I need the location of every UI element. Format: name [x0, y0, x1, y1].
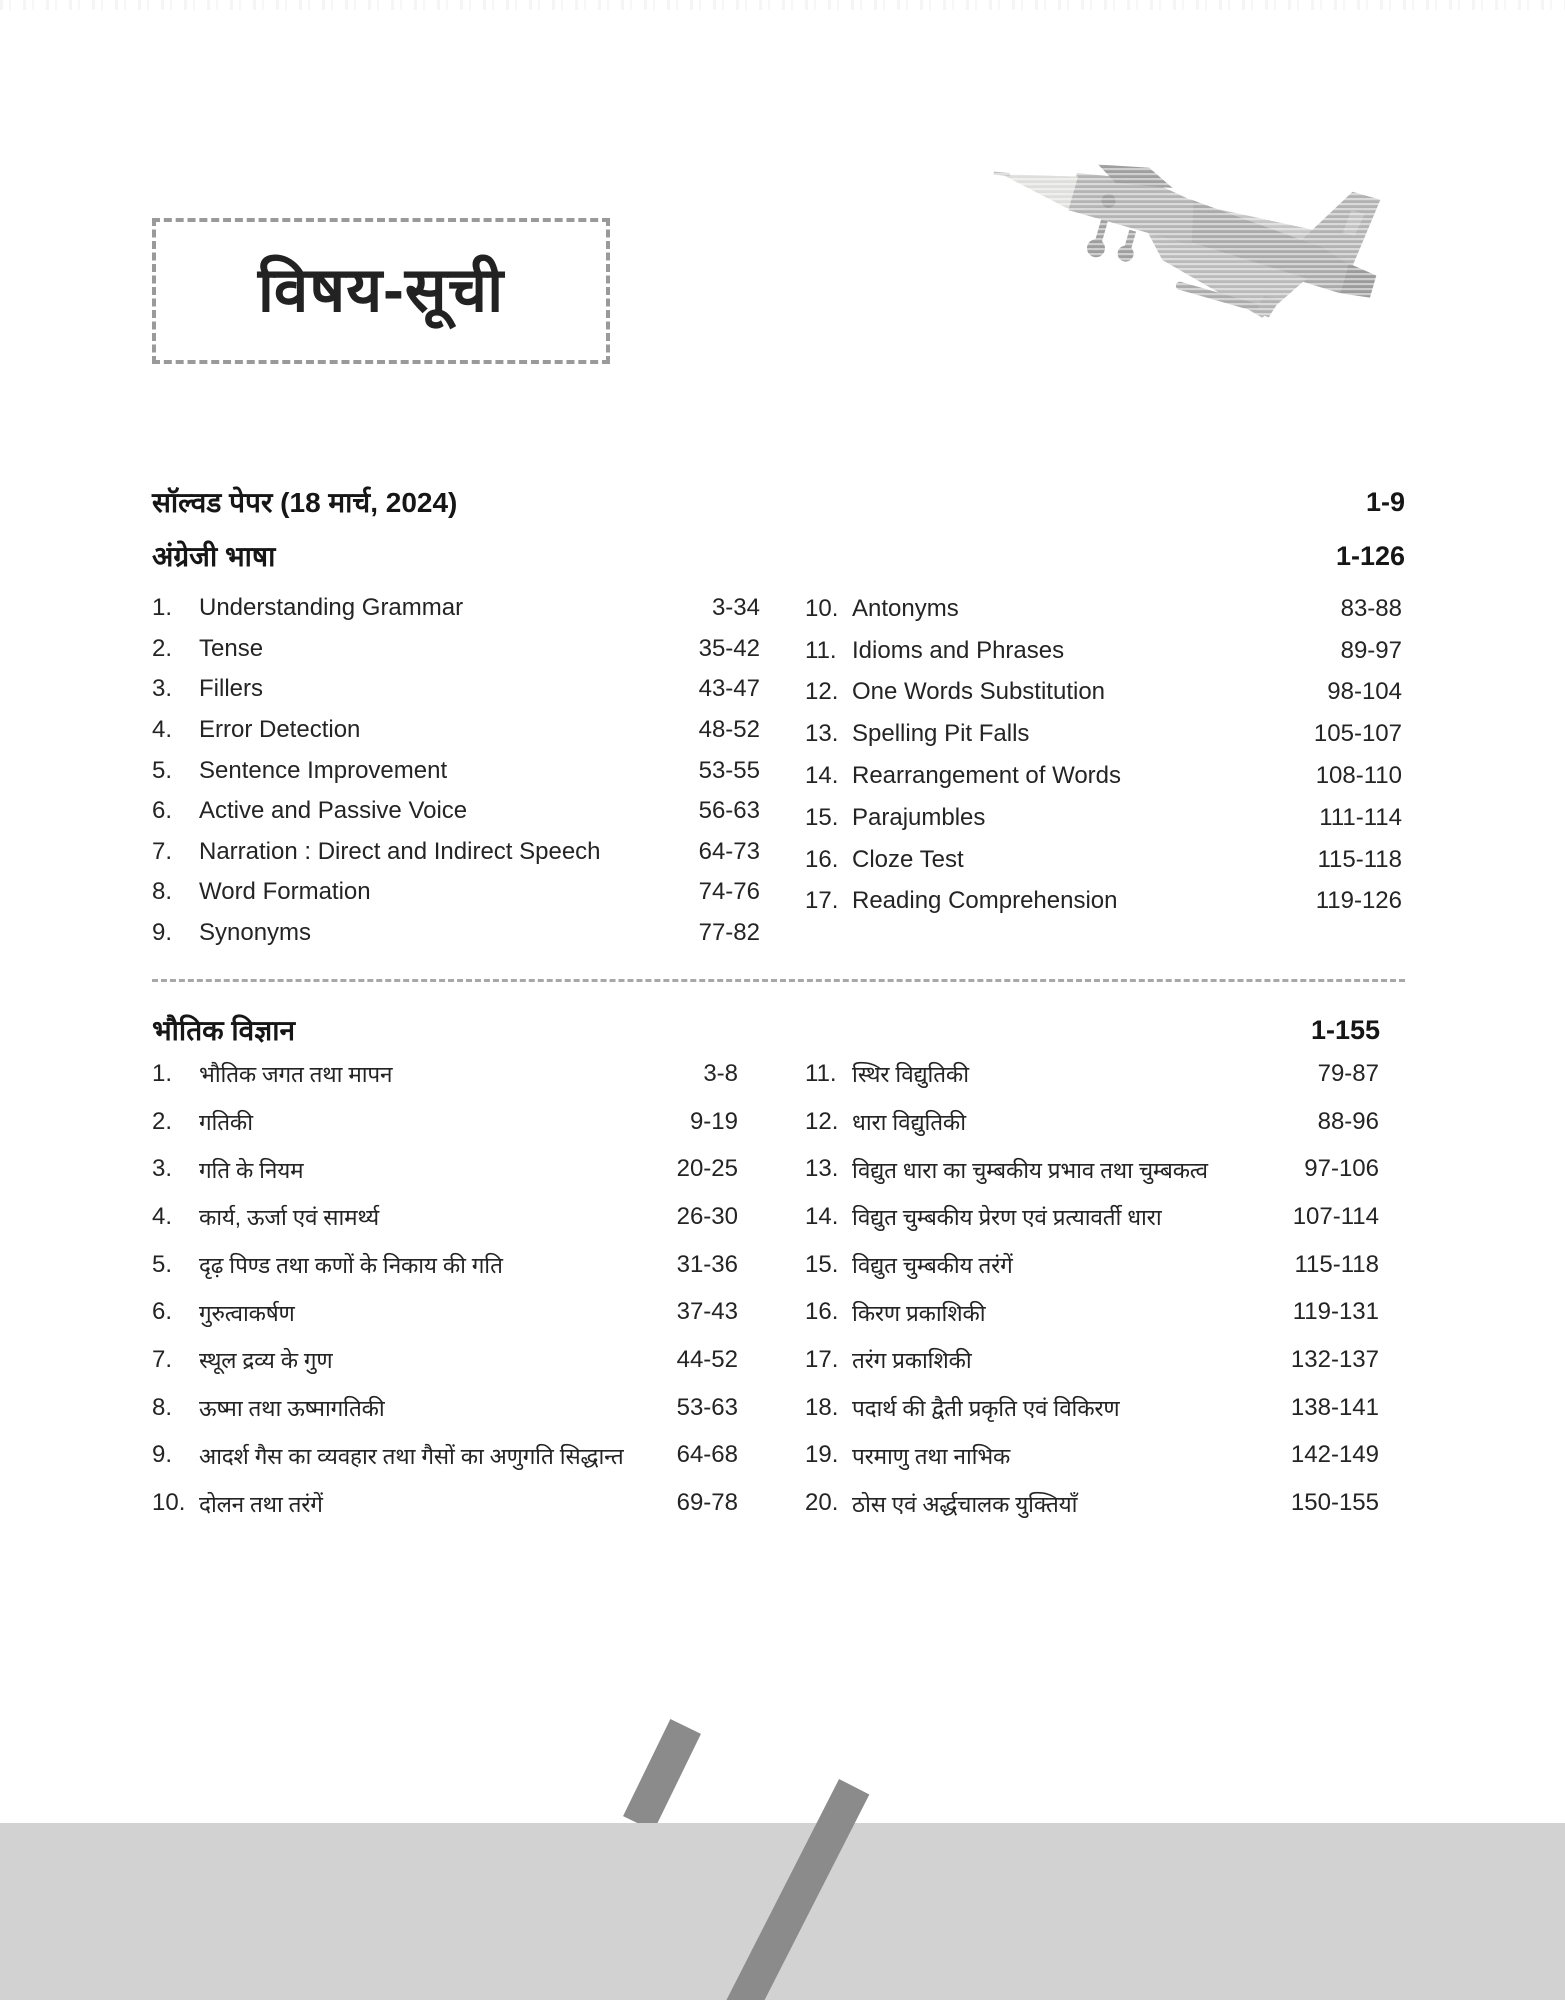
toc-row-number: 1. — [152, 594, 173, 622]
toc-row-label: Synonyms — [199, 919, 312, 947]
toc-row — [805, 1384, 1379, 1432]
toc-row-pages: 3-8 — [703, 1059, 738, 1087]
toc-row — [152, 1288, 738, 1336]
toc-row-number: 5. — [152, 1250, 173, 1278]
toc-row-number: 13. — [805, 720, 839, 748]
toc-row-number: 7. — [152, 837, 173, 865]
toc-row-number: 2. — [152, 634, 173, 662]
toc-row — [152, 1241, 738, 1289]
section-name-physics: भौतिक विज्ञान — [152, 1015, 295, 1046]
toc-row-number: 4. — [152, 1202, 173, 1230]
toc-row — [805, 1241, 1379, 1289]
toc-row-pages: 97-106 — [1304, 1155, 1379, 1183]
section-header-physics — [152, 1009, 1405, 1051]
toc-row-number: 17. — [805, 887, 839, 915]
toc-row-number: 16. — [805, 1298, 839, 1326]
toc-row-number: 9. — [152, 919, 173, 947]
toc-row-number: 17. — [805, 1345, 839, 1373]
toc-row-label: Cloze Test — [852, 845, 964, 873]
toc-row-label: Active and Passive Voice — [199, 797, 468, 825]
toc-row-pages: 108-110 — [1315, 762, 1402, 790]
toc-row-number: 8. — [152, 1393, 173, 1421]
toc-row-pages: 119-131 — [1292, 1298, 1379, 1326]
toc-row-pages: 37-43 — [676, 1298, 738, 1326]
toc-row — [152, 588, 760, 629]
toc-row-pages: 56-63 — [698, 797, 760, 825]
toc-row — [805, 1050, 1379, 1098]
toc-row-pages: 142-149 — [1290, 1441, 1379, 1469]
english-toc-right-column — [805, 588, 1402, 922]
toc-row — [152, 1098, 738, 1146]
toc-row-pages: 20-25 — [676, 1155, 738, 1183]
scan-noise-strip — [0, 0, 1565, 10]
toc-row-pages: 88-96 — [1317, 1107, 1379, 1135]
toc-row-label: One Words Substitution — [852, 678, 1106, 706]
section-header-english — [152, 535, 1405, 577]
toc-row-label: कार्य, ऊर्जा एवं सामर्थ्य — [199, 1205, 379, 1231]
toc-row — [805, 713, 1402, 755]
toc-row-pages: 26-30 — [676, 1202, 738, 1230]
page-title: विषय-सूची — [257, 256, 505, 325]
toc-row — [805, 881, 1402, 923]
toc-row — [152, 629, 760, 670]
toc-row-label: दृढ़ पिण्ड तथा कणों के निकाय की गति — [199, 1253, 503, 1279]
toc-row — [805, 839, 1402, 881]
toc-row-pages: 48-52 — [698, 716, 760, 744]
toc-row-label: विद्युत चुम्बकीय तरंगें — [852, 1253, 1013, 1279]
section-pages-english: 1-126 — [1335, 540, 1405, 571]
toc-row — [152, 791, 760, 832]
toc-row — [805, 1193, 1379, 1241]
toc-row-label: Tense — [199, 634, 264, 662]
toc-row-label: Idioms and Phrases — [852, 636, 1065, 664]
fighter-jet-image — [985, 128, 1410, 373]
toc-row-number: 12. — [805, 1107, 839, 1135]
toc-row-label: किरण प्रकाशिकी — [852, 1300, 986, 1326]
toc-row-pages: 35-42 — [698, 634, 760, 662]
toc-row-pages: 138-141 — [1290, 1393, 1379, 1421]
toc-row-pages: 64-73 — [698, 837, 760, 865]
toc-row-label: Understanding Grammar — [199, 594, 464, 622]
toc-row — [152, 1193, 738, 1241]
toc-row — [152, 832, 760, 873]
toc-row — [805, 1145, 1379, 1193]
toc-row-number: 15. — [805, 1250, 839, 1278]
toc-row — [805, 1336, 1379, 1384]
toc-row — [152, 669, 760, 710]
toc-row-label: तरंग प्रकाशिकी — [852, 1348, 972, 1374]
toc-row-pages: 107-114 — [1292, 1202, 1379, 1230]
toc-row — [152, 1145, 738, 1193]
toc-row-label: विद्युत धारा का चुम्बकीय प्रभाव तथा चुम्बकत्व — [852, 1157, 1208, 1183]
toc-row-number: 14. — [805, 762, 839, 790]
toc-row-pages: 115-118 — [1294, 1250, 1379, 1278]
solved-paper-pages: 1-9 — [1365, 486, 1405, 517]
toc-row-label: स्थूल द्रव्य के गुण — [199, 1348, 333, 1374]
toc-row-label: दोलन तथा तरंगें — [199, 1491, 323, 1517]
toc-row-label: Rearrangement of Words — [852, 762, 1122, 790]
toc-row-pages: 79-87 — [1317, 1059, 1379, 1087]
section-divider — [152, 979, 1405, 982]
toc-row-number: 11. — [805, 636, 837, 664]
toc-row-label: Fillers — [199, 675, 263, 703]
solved-paper-label: सॉल्वड पेपर (18 मार्च, 2024) — [152, 487, 458, 518]
toc-row-number: 9. — [152, 1441, 173, 1469]
toc-row — [152, 1050, 738, 1098]
toc-row — [805, 588, 1402, 630]
toc-row — [152, 1432, 738, 1480]
toc-row — [805, 1432, 1379, 1480]
toc-row-label: Narration : Direct and Indirect Speech — [199, 837, 601, 865]
toc-row-label: गतिकी — [199, 1110, 253, 1136]
toc-row — [152, 1336, 738, 1384]
toc-row-pages: 83-88 — [1340, 594, 1402, 622]
toc-row-number: 18. — [805, 1393, 839, 1421]
toc-row — [805, 1098, 1379, 1146]
toc-row — [805, 1288, 1379, 1336]
toc-row-number: 13. — [805, 1155, 839, 1183]
toc-row-pages: 3-34 — [711, 594, 760, 622]
toc-row — [152, 1479, 738, 1527]
toc-row-pages: 44-52 — [676, 1345, 738, 1373]
toc-row-label: स्थिर विद्युतिकी — [852, 1062, 969, 1088]
toc-row-label: Spelling Pit Falls — [852, 720, 1030, 748]
toc-row-number: 10. — [152, 1489, 186, 1517]
toc-row-number: 7. — [152, 1345, 173, 1373]
toc-row-number: 19. — [805, 1441, 839, 1469]
toc-row-pages: 9-19 — [689, 1107, 738, 1135]
section-name-english: अंग्रेजी भाषा — [152, 541, 276, 572]
toc-row-pages: 115-118 — [1317, 845, 1402, 873]
toc-row-label: भौतिक जगत तथा मापन — [199, 1062, 393, 1088]
toc-row — [152, 872, 760, 913]
toc-row-label: Sentence Improvement — [199, 756, 448, 784]
toc-row-pages: 105-107 — [1313, 720, 1402, 748]
toc-row-pages: 98-104 — [1327, 678, 1402, 706]
toc-row-pages: 53-63 — [676, 1393, 738, 1421]
toc-row-number: 15. — [805, 803, 839, 831]
toc-row-label: पदार्थ की द्वैती प्रकृति एवं विकिरण — [852, 1396, 1120, 1422]
toc-row — [152, 710, 760, 751]
toc-row-pages: 74-76 — [698, 878, 760, 906]
toc-row-number: 12. — [805, 678, 839, 706]
toc-row-number: 6. — [152, 1298, 173, 1326]
toc-row-number: 16. — [805, 845, 839, 873]
toc-row — [152, 1384, 738, 1432]
toc-row-pages: 53-55 — [698, 756, 760, 784]
toc-row — [805, 755, 1402, 797]
physics-toc-right-column — [805, 1050, 1379, 1527]
toc-row-number: 1. — [152, 1059, 173, 1087]
toc-row-pages: 111-114 — [1319, 803, 1402, 831]
toc-row-pages: 77-82 — [698, 919, 760, 947]
diagonal-bar-short — [623, 1719, 701, 1831]
toc-row-number: 20. — [805, 1489, 839, 1517]
toc-row-number: 2. — [152, 1107, 173, 1135]
toc-row-number: 14. — [805, 1202, 839, 1230]
toc-row — [805, 797, 1402, 839]
toc-row-label: विद्युत चुम्बकीय प्रेरण एवं प्रत्यावर्ती धारा — [852, 1205, 1162, 1231]
toc-row-label: ठोस एवं अर्द्धचालक युक्तियाँ — [852, 1491, 1078, 1517]
toc-row-pages: 119-126 — [1315, 887, 1402, 915]
toc-row-label: Word Formation — [199, 878, 371, 906]
toc-row-pages: 150-155 — [1290, 1489, 1379, 1517]
toc-row-label: आदर्श गैस का व्यवहार तथा गैसों का अणुगति सिद्धान्त — [199, 1443, 624, 1469]
toc-row-number: 8. — [152, 878, 173, 906]
toc-row-number: 11. — [805, 1059, 837, 1087]
toc-row-label: Error Detection — [199, 716, 361, 744]
toc-row-label: परमाणु तथा नाभिक — [852, 1443, 1011, 1469]
toc-row-label: ऊष्मा तथा ऊष्मागतिकी — [199, 1396, 385, 1422]
toc-row-label: Parajumbles — [852, 803, 986, 831]
toc-row-number: 10. — [805, 594, 839, 622]
toc-row-label: Antonyms — [852, 594, 959, 622]
toc-row-number: 4. — [152, 716, 173, 744]
solved-paper-row — [152, 481, 1405, 523]
toc-row — [805, 630, 1402, 672]
toc-row — [152, 750, 760, 791]
toc-row-label: गुरुत्वाकर्षण — [199, 1300, 295, 1326]
toc-row-pages: 64-68 — [676, 1441, 738, 1469]
toc-row-label: Reading Comprehension — [852, 887, 1118, 915]
toc-title-box — [152, 218, 610, 364]
toc-row-pages: 89-97 — [1340, 636, 1402, 664]
toc-row-pages: 69-78 — [676, 1489, 738, 1517]
toc-row-label: गति के नियम — [199, 1157, 304, 1183]
toc-row-number: 3. — [152, 675, 173, 703]
toc-row-number: 6. — [152, 797, 173, 825]
toc-row — [805, 672, 1402, 714]
toc-row — [152, 913, 760, 954]
toc-row — [805, 1479, 1379, 1527]
toc-row-pages: 31-36 — [676, 1250, 738, 1278]
section-pages-physics: 1-155 — [1310, 1014, 1380, 1045]
toc-row-number: 3. — [152, 1155, 173, 1183]
toc-row-pages: 132-137 — [1290, 1345, 1379, 1373]
physics-toc-left-column — [152, 1050, 738, 1527]
toc-row-number: 5. — [152, 756, 173, 784]
toc-row-pages: 43-47 — [698, 675, 760, 703]
english-toc-left-column — [152, 588, 760, 953]
toc-row-label: धारा विद्युतिकी — [852, 1110, 966, 1136]
